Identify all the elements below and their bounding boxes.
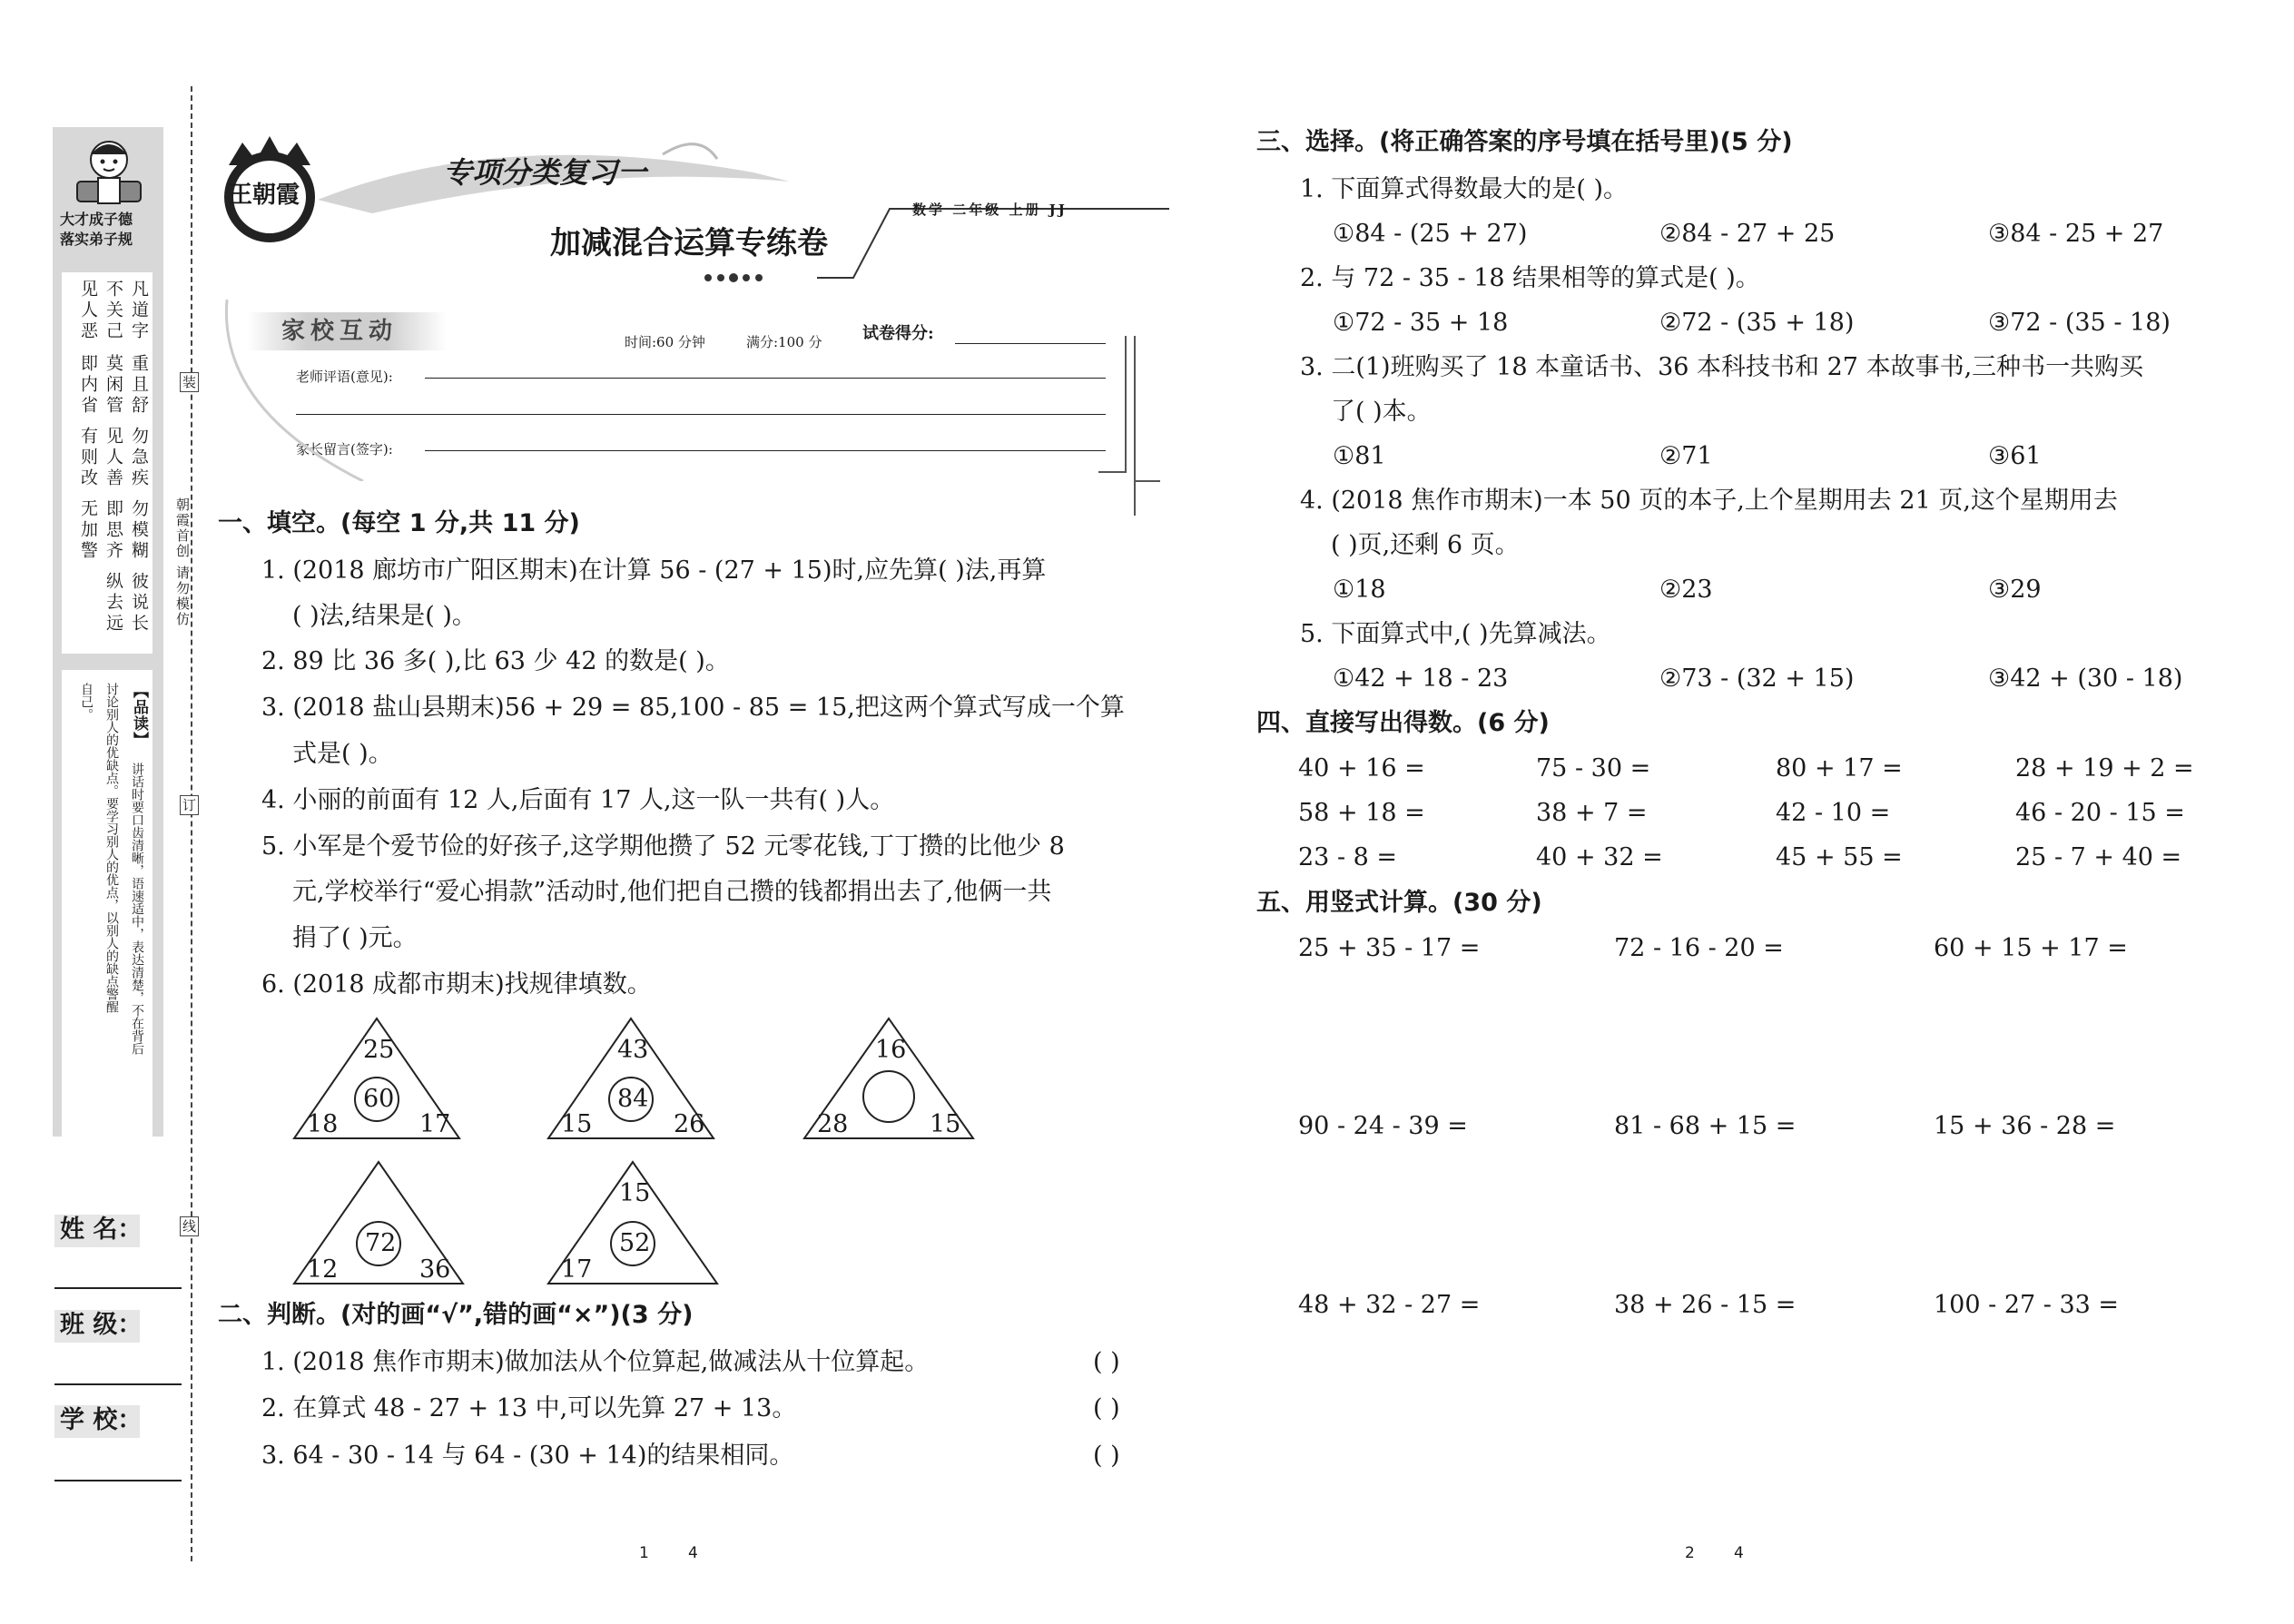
section-5-title: 五、用竖式计算。(30 分) xyxy=(1256,889,1542,917)
logo xyxy=(211,129,329,247)
logo-text: 王朝霞 xyxy=(229,182,300,209)
choice-q1-opt-3[interactable]: ③84 - 25 + 27 xyxy=(1988,220,2164,248)
pattern-triangle xyxy=(290,1158,467,1287)
triangle-top: 16 xyxy=(875,1036,907,1064)
class-field[interactable] xyxy=(54,1383,182,1385)
direct-calc[interactable]: 45 + 55 = xyxy=(1776,843,1903,871)
pindu-title: 【品读】 xyxy=(130,683,148,748)
direct-calc[interactable]: 46 - 20 - 15 = xyxy=(2015,799,2185,827)
judge-answer-2[interactable]: ( ) xyxy=(1093,1394,1120,1422)
pindu-text: 自己。 xyxy=(79,683,94,721)
triangle-center: 60 xyxy=(363,1085,395,1113)
mascot-avatar xyxy=(64,134,154,207)
cut-label: 装 xyxy=(180,372,199,392)
choice-q3-opt-3[interactable]: ③61 xyxy=(1988,442,2042,470)
choice-q3: 3. 二(1)班购买了 18 本童话书、36 本科技书和 27 本故事书,三种书一共购买 xyxy=(1300,353,2144,381)
triangle-right: 15 xyxy=(930,1110,961,1138)
direct-calc[interactable]: 23 - 8 = xyxy=(1298,843,1398,871)
verse-col: 彼说长 xyxy=(129,572,149,635)
score-label: 试卷得分: xyxy=(862,324,934,343)
choice-q2: 2. 与 72 - 35 - 18 结果相等的算式是( )。 xyxy=(1300,264,1760,292)
sidebar-motto-bottom: 落实弟子规 xyxy=(60,231,133,248)
choice-q4-cont: ( )页,还剩 6 页。 xyxy=(1331,531,1520,559)
choice-q1-opt-2[interactable]: ②84 - 27 + 25 xyxy=(1659,220,1836,248)
name-label: 姓 名： xyxy=(60,1216,143,1244)
cut-label: 线 xyxy=(180,1216,199,1236)
home-school-label: 家校互动 xyxy=(281,318,399,345)
teacher-comment-label: 老师评语(意见): xyxy=(296,369,393,385)
triangle-right: 36 xyxy=(419,1255,451,1284)
triangle-left: 17 xyxy=(561,1255,593,1284)
direct-calc[interactable]: 40 + 32 = xyxy=(1536,843,1663,871)
side-note: 朝霞首创 请勿模仿 xyxy=(174,497,191,627)
choice-q5: 5. 下面算式中,( )先算减法。 xyxy=(1300,620,1611,648)
direct-calc[interactable]: 40 + 16 = xyxy=(1298,754,1425,782)
series-title: 专项分类复习一 xyxy=(443,155,647,190)
judge-answer-1[interactable]: ( ) xyxy=(1093,1348,1120,1376)
verse-col: 重且舒 xyxy=(129,354,149,417)
choice-q5-opt-1[interactable]: ①42 + 18 - 23 xyxy=(1333,664,1509,693)
fill-q4: 4. 小丽的前面有 12 人,后面有 17 人,这一队一共有( )人。 xyxy=(261,786,895,814)
verse-col: 莫闲管 xyxy=(103,354,123,417)
section-4-title: 四、直接写出得数。(6 分) xyxy=(1256,709,1550,737)
choice-q4-opt-3[interactable]: ③29 xyxy=(1988,576,2042,604)
triangle-top: 25 xyxy=(363,1036,395,1064)
vertical-calc[interactable]: 100 - 27 - 33 = xyxy=(1934,1291,2120,1319)
parent-comment-label: 家长留言(签字): xyxy=(296,441,393,458)
header-arc xyxy=(218,300,372,481)
direct-calc[interactable]: 28 + 19 + 2 = xyxy=(2015,754,2194,782)
triangle-center: 52 xyxy=(619,1229,651,1257)
judge-q1: 1. (2018 焦作市期末)做加法从个位算起,做减法从十位算起。 xyxy=(261,1348,930,1376)
fill-q1: 1. (2018 廊坊市广阳区期末)在计算 56 - (27 + 15)时,应先算( )法,再算 xyxy=(261,556,1047,585)
verse-col: 不关己 xyxy=(103,280,123,342)
cut-label: 订 xyxy=(180,795,199,815)
verse-col: 凡道字 xyxy=(129,280,149,342)
pattern-triangle xyxy=(545,1015,717,1142)
verse-col: 勿模糊 xyxy=(129,499,149,562)
direct-calc[interactable]: 42 - 10 = xyxy=(1776,799,1891,827)
triangle-center: 84 xyxy=(617,1085,649,1113)
direct-calc[interactable]: 38 + 7 = xyxy=(1536,799,1648,827)
pattern-triangle xyxy=(801,1015,977,1142)
fill-q2: 2. 89 比 36 多( ),比 63 少 42 的数是( )。 xyxy=(261,647,730,675)
verse-col: 勿急疾 xyxy=(129,427,149,489)
vertical-calc[interactable]: 72 - 16 - 20 = xyxy=(1614,934,1784,962)
meta-info: 数学 二年级 上册 JJ xyxy=(912,202,1068,218)
direct-calc[interactable]: 80 + 17 = xyxy=(1776,754,1903,782)
comment-frame xyxy=(1098,336,1162,517)
time-info: 时间:60 分钟 xyxy=(625,334,705,350)
fill-q3: 3. (2018 盐山县期末)56 + 29 = 85,100 - 85 = 15,把这两个算式写成一个算 xyxy=(261,694,1125,722)
choice-q4-opt-2[interactable]: ②23 xyxy=(1659,576,1713,604)
triangle-left: 18 xyxy=(307,1110,339,1138)
sidebar-motto-top: 大才成子德 xyxy=(60,211,133,228)
triangle-left: 28 xyxy=(817,1110,849,1138)
judge-q2: 2. 在算式 48 - 27 + 13 中,可以先算 27 + 13。 xyxy=(261,1394,797,1422)
section-3-title: 三、选择。(将正确答案的序号填在括号里)(5 分) xyxy=(1256,128,1793,156)
judge-answer-3[interactable]: ( ) xyxy=(1093,1442,1120,1470)
fill-q6: 6. (2018 成都市期末)找规律填数。 xyxy=(261,970,652,999)
choice-q2-opt-1[interactable]: ①72 - 35 + 18 xyxy=(1333,309,1509,337)
choice-q5-opt-2[interactable]: ②73 - (32 + 15) xyxy=(1659,664,1855,693)
choice-q4-opt-1[interactable]: ①18 xyxy=(1333,576,1386,604)
choice-q5-opt-3[interactable]: ③42 + (30 - 18) xyxy=(1988,664,2183,693)
full-score: 满分:100 分 xyxy=(746,334,822,350)
vertical-calc[interactable]: 38 + 26 - 15 = xyxy=(1614,1291,1797,1319)
page-number-right: 2 4 xyxy=(1685,1544,1744,1562)
vertical-calc[interactable]: 90 - 24 - 39 = xyxy=(1298,1112,1468,1140)
fill-q5: 5. 小军是个爱节俭的好孩子,这学期他攒了 52 元零花钱,丁丁攒的比他少 8 xyxy=(261,832,1065,861)
fill-q1-cont: ( )法,结果是( )。 xyxy=(292,602,477,630)
direct-calc[interactable]: 25 - 7 + 40 = xyxy=(2015,843,2182,871)
pindu-text: 讨论别人的优缺点。要学习别人的优点，以别人的缺点警醒 xyxy=(104,683,119,1013)
triangle-right: 17 xyxy=(419,1110,451,1138)
choice-q3-opt-1[interactable]: ①81 xyxy=(1333,442,1386,470)
teacher-comment-line2[interactable] xyxy=(296,414,1106,415)
pattern-triangle xyxy=(545,1158,721,1287)
teacher-comment-field[interactable] xyxy=(425,378,1106,379)
verse-col: 见人善 xyxy=(103,427,123,489)
cut-line xyxy=(191,86,192,1561)
verse-col: 纵去远 xyxy=(103,572,123,635)
vertical-calc[interactable]: 48 + 32 - 27 = xyxy=(1298,1291,1481,1319)
verse-col: 即内省 xyxy=(78,354,98,417)
score-field[interactable] xyxy=(955,343,1106,344)
vertical-calc[interactable]: 60 + 15 + 17 = xyxy=(1934,934,2128,962)
judge-q3: 3. 64 - 30 - 14 与 64 - (30 + 14)的结果相同。 xyxy=(261,1442,794,1470)
vertical-calc[interactable]: 25 + 35 - 17 = xyxy=(1298,934,1481,962)
triangle-center: 72 xyxy=(365,1229,397,1257)
direct-calc[interactable]: 75 - 30 = xyxy=(1536,754,1651,782)
triangle-right: 26 xyxy=(674,1110,705,1138)
choice-q3-opt-2[interactable]: ②71 xyxy=(1659,442,1713,470)
pindu-text: 讲话时要口齿清晰，语速适中，表达清楚，不在背后 xyxy=(130,763,144,1055)
fill-q5-cont: 元,学校举行“爱心捐款”活动时,他们把自己攒的钱都捐出去了,他俩一共 xyxy=(292,878,1052,906)
fill-q3-cont: 式是( )。 xyxy=(292,740,393,768)
title-dots xyxy=(690,271,781,283)
choice-q1-opt-1[interactable]: ①84 - (25 + 27) xyxy=(1333,220,1528,248)
choice-q4: 4. (2018 焦作市期末)一本 50 页的本子,上个星期用去 21 页,这个星期用去 xyxy=(1300,487,2118,515)
fill-q5-cont2: 捐了( )元。 xyxy=(292,924,418,952)
triangle-top: 15 xyxy=(619,1179,651,1207)
section-2-title: 二、判断。(对的画“√”,错的画“×”)(3 分) xyxy=(218,1301,694,1329)
choice-q3-cont: 了( )本。 xyxy=(1331,398,1432,426)
verse-col: 即思齐 xyxy=(103,499,123,562)
pattern-triangle xyxy=(290,1015,463,1142)
direct-calc[interactable]: 58 + 18 = xyxy=(1298,799,1425,827)
choice-q1: 1. 下面算式得数最大的是( )。 xyxy=(1300,175,1628,203)
school-label: 学 校： xyxy=(60,1406,143,1434)
parent-comment-field[interactable] xyxy=(425,450,1106,451)
name-field[interactable] xyxy=(54,1287,182,1289)
verse-col: 见人恶 xyxy=(78,280,98,342)
page-title: 加减混合运算专练卷 xyxy=(550,225,828,261)
school-field[interactable] xyxy=(54,1480,182,1481)
section-1-title: 一、填空。(每空 1 分,共 11 分) xyxy=(218,509,580,537)
page-number-left: 1 4 xyxy=(639,1544,698,1562)
triangle-top: 43 xyxy=(617,1036,649,1064)
verse-col: 有则改 xyxy=(78,427,98,489)
triangle-left: 12 xyxy=(307,1255,339,1284)
choice-q2-opt-3[interactable]: ③72 - (35 - 18) xyxy=(1988,309,2171,337)
class-label: 班 级： xyxy=(60,1311,143,1339)
verse-col: 无加警 xyxy=(78,499,98,562)
vertical-calc[interactable]: 15 + 36 - 28 = xyxy=(1934,1112,2116,1140)
vertical-calc[interactable]: 81 - 68 + 15 = xyxy=(1614,1112,1797,1140)
triangle-left: 15 xyxy=(561,1110,593,1138)
choice-q2-opt-2[interactable]: ②72 - (35 + 18) xyxy=(1659,309,1855,337)
